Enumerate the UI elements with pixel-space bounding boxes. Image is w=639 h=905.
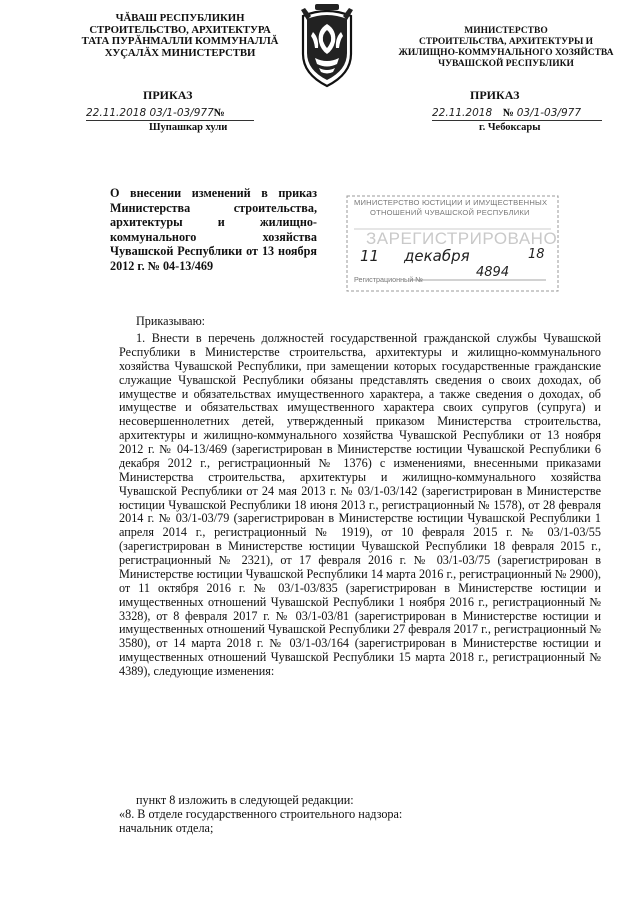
header-left — [70, 13, 290, 59]
stamp-day: 11 — [360, 247, 380, 265]
handwritten-date-left: 22.11.2018 03/1-03/977 — [86, 107, 214, 119]
header-left-line: СТРОИТЕЛЬСТВО, АРХИТЕКТУРА — [89, 23, 271, 36]
sub-line-1: пункт 8 изложить в следующей редакции: — [136, 793, 354, 807]
date-line-right — [432, 107, 602, 119]
date-line-left — [86, 107, 254, 119]
prikaz-label-left: ПРИКАЗ — [143, 88, 193, 102]
header-right — [382, 26, 630, 70]
intro-text: Приказываю: — [136, 314, 206, 328]
header-right-line: СТРОИТЕЛЬСТВА, АРХИТЕКТУРЫ И — [418, 37, 594, 47]
header-left-line: ХУҪАЛĂХ МИНИСТЕРСТВИ — [104, 46, 256, 59]
prikaz-label-right: ПРИКАЗ — [470, 88, 520, 102]
header-right-line: ЖИЛИЩНО-КОММУНАЛЬНОГО ХОЗЯЙСТВА — [398, 48, 614, 58]
header-right-line: МИНИСТЕРСТВО — [464, 26, 548, 36]
header-left-line: ЧĂВАШ РЕСПУБЛИКИН — [115, 12, 245, 24]
number-sign-left: № — [213, 107, 225, 119]
date-underline-right — [432, 120, 602, 121]
city-left: Шупашкар хули — [149, 122, 228, 133]
number-sign-right: № — [502, 107, 514, 119]
city-right: г. Чебоксары — [479, 122, 541, 133]
header-right-line: ЧУВАШСКОЙ РЕСПУБЛИКИ — [438, 59, 574, 69]
stamp-reg-number: 4894 — [476, 265, 510, 280]
stamp-year: 18 — [528, 247, 545, 262]
sub-line-2: «8. В отделе государственного строительного надзора: — [119, 807, 403, 821]
stamp-reg-label: Регистрационный № — [354, 275, 423, 284]
stamp-month: декабря — [404, 247, 470, 265]
stamp-line-2: ОТНОШЕНИЙ ЧУВАШСКОЙ РЕСПУБЛИКИ — [370, 208, 530, 217]
date-underline-left — [86, 120, 254, 121]
stamp-line-1: МИНИСТЕРСТВО ЮСТИЦИИ И ИМУЩЕСТВЕННЫХ — [354, 198, 548, 207]
header-left-line: ТАТА ПУРĂНМАЛЛИ КОММУНАЛЛĂ — [81, 35, 279, 48]
handwritten-date-right: 22.11.2018 — [432, 107, 493, 119]
document-subject: О внесении изменений в приказ Министерства строительства, архитектуры и жилищно-коммунального хозяйства Чувашской Республики от 13 ноября 2012 г. № 04-13/469 — [110, 186, 317, 273]
sub-line-3: начальник отдела; — [119, 821, 214, 835]
handwritten-number-right: 03/1-03/977 — [516, 107, 581, 119]
body-paragraph: 1. Внести в перечень должностей государственной гражданской службы Чувашской Республики в Министерстве строительства, архитектуры и жилищно-коммунального хозяйства Чувашской Республики, при замещении которых государственные гражданские служащие Чувашской Республики обязаны представлять сведения о своих доходах, об имуществе и обязательствах имущественного характера, а также сведения о доходах, об имуществе и обязательствах имущественного характера своих супругов (супруга) и несовершеннолетних детей, утвержденный приказом Министерства строительства, архитектуры и жилищно-коммунального хозяйства Чувашской Республики от 13 ноября 2012 г. № 04-13/469 (зарегистрирован в Министерстве юстиции Чувашской Республики 6 декабря 2012 г., регистрационный № 1376) с изменениями, внесенными приказами Министерства строительства, архитектуры и жилищно-коммунального хозяйства Чувашской Республики от 24 мая 2013 г. № 03/1-03/142 (зарегистрирован в Министерстве юстиции Чувашской Республики 18 июня 2013 г., регистрационный № 1578), от 28 февраля 2014 г. № 03/1-03/79 (зарегистрирован в Министерстве юстиции Чувашской Республики 1 апреля 2014 г., регистрационный № 1919), от 10 февраля 2015 г. № 03/1-03/55 (зарегистрирован в Министерстве юстиции Чувашской Республики 18 февраля 2015 г., регистрационный № 2321), от 17 февраля 2016 г. № 03/1-03/75 (зарегистрирован в Министерстве юстиции Чувашской Республики 14 марта 2016 г., регистрационный № 2900), от 11 октября 2016 г. № 03/1-03/835 (зарегистрирован в Министерстве юстиции и имущественных отношений Чувашской Республики 1 ноября 2016 г., регистрационный № 3328), от 8 февраля 2017 г. № 03/1-03/81 (зарегистрирован в Министерстве юстиции и имущественных отношений Чувашской Республики 27 февраля 2017 г., регистрационный № 3580), от 14 марта 2018 г. № 03/1-03/164 (зарегистрирован в Министерстве юстиции и имущественных отношений Чувашской Республики 15 марта 2018 г., регистрационный № 4389), следующие изменения: — [119, 331, 601, 678]
coat-of-arms-emblem — [297, 2, 357, 90]
body-section — [119, 332, 601, 679]
registration-stamp — [346, 195, 559, 292]
stamp-title: ЗАРЕГИСТРИРОВАНО — [366, 229, 558, 248]
